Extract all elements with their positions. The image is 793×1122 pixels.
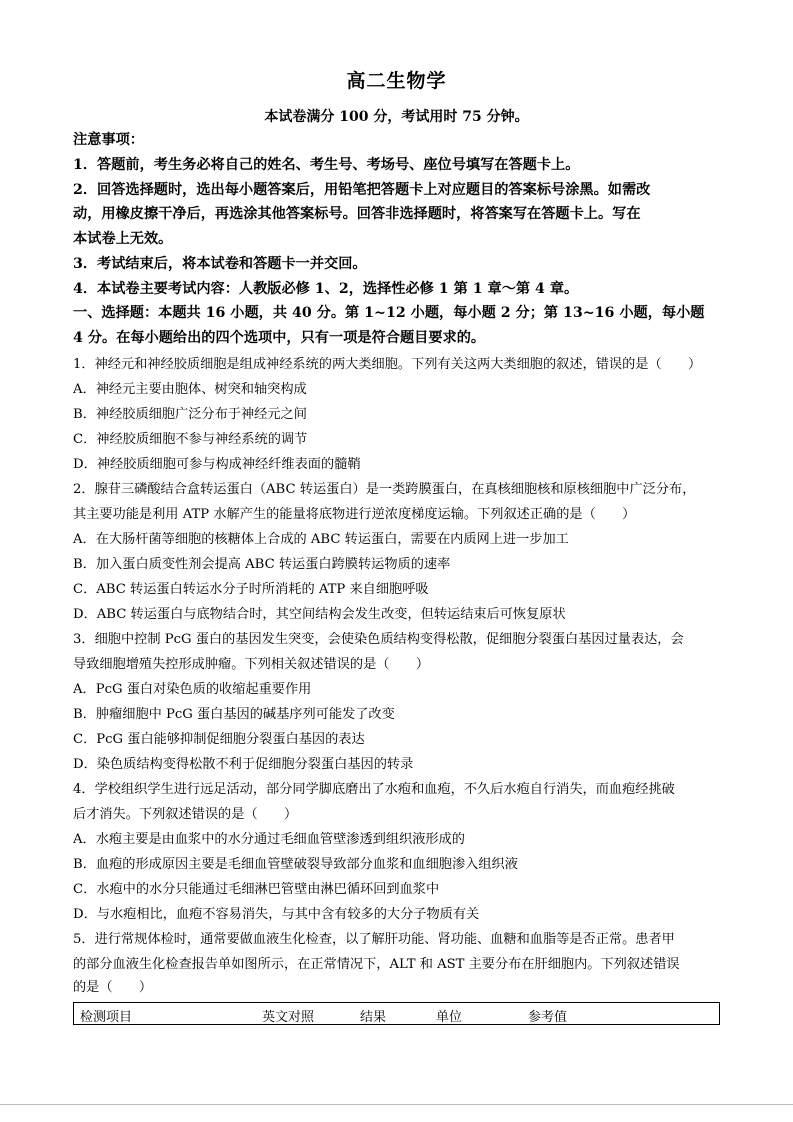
- question-line: 2．腺苷三磷酸结合盒转运蛋白（ABC 转运蛋白）是一类跨膜蛋白，在真核细胞核和原核细胞中广泛分布，: [73, 482, 696, 497]
- option-line: A．水疱主要是由血浆中的水分通过毛细血管壁渗透到组织液形成的: [73, 832, 465, 847]
- section-heading: 一、选择题：本题共 16 小题，共 40 分。第 1~12 小题，每小题 2 分；第 13~16 小题，每小题: [73, 305, 705, 321]
- question-line: 其主要功能是利用 ATP 水解产生的能量将底物进行逆浓度梯度运输。下列叙述正确的是（ ）: [73, 507, 636, 522]
- option-line: A．PcG 蛋白对染色质的收缩起重要作用: [73, 682, 312, 697]
- page-title: 高二生物学: [346, 70, 447, 92]
- notice-line: 1．答题前，考生务必将自己的姓名、考生号、考场号、座位号填写在答题卡上。: [73, 157, 580, 173]
- option-line: C．水疱中的水分只能通过毛细淋巴管壁由淋巴循环回到血浆中: [73, 882, 440, 897]
- option-line: D．ABC 转运蛋白与底物结合时，其空间结构会发生改变，但转运结束后可恢复原状: [73, 607, 566, 622]
- question-line: 导致细胞增殖失控形成肿瘤。下列相关叙述错误的是（ ）: [73, 657, 430, 672]
- table-header-cell: 参考值: [528, 1010, 568, 1025]
- question-line: 1．神经元和神经胶质细胞是组成神经系统的两大类细胞。下列有关这两大类细胞的叙述，错误的是（ ）: [73, 357, 702, 372]
- page-subtitle: 本试卷满分 100 分，考试用时 75 分钟。: [264, 109, 529, 125]
- table-header-cell: 检测项目: [80, 1010, 133, 1025]
- report-table-header: [73, 1002, 720, 1025]
- question-line: 的部分血液生化检查报告单如图所示，在正常情况下，ALT 和 AST 主要分布在肝细胞内。下列叙述错误: [73, 957, 680, 972]
- option-line: B．神经胶质细胞广泛分布于神经元之间: [73, 407, 307, 422]
- option-line: B．血疱的形成原因主要是毛细血管壁破裂导致部分血浆和血细胞渗入组织液: [73, 857, 518, 872]
- question-line: 5．进行常规体检时，通常要做血液生化检查，以了解肝功能、肾功能、血糖和血脂等是否正常。患者甲: [73, 932, 675, 947]
- notice-line: 4．本试卷主要考试内容：人教版必修 1、2，选择性必修 1 第 1 章～第 4 章。: [73, 281, 579, 297]
- table-header-cell: 单位: [436, 1010, 463, 1025]
- option-line: A．在大肠杆菌等细胞的核糖体上合成的 ABC 转运蛋白，需要在内质网上进一步加工: [73, 532, 569, 547]
- notice-line: 动，用橡皮擦干净后，再选涂其他答案标号。回答非选择题时，将答案写在答题卡上。写在: [73, 206, 641, 222]
- option-line: D．染色质结构变得松散不利于促细胞分裂蛋白基因的转录: [73, 757, 414, 772]
- notice-line: 3．考试结束后，将本试卷和答题卡一并交回。: [73, 256, 367, 272]
- question-line: 3．细胞中控制 PcG 蛋白的基因发生突变，会使染色质结构变得松散，促细胞分裂蛋白基因过量表达，会: [73, 632, 684, 647]
- option-line: B．肿瘤细胞中 PcG 蛋白基因的碱基序列可能发了改变: [73, 707, 395, 722]
- option-line: C．神经胶质细胞不参与神经系统的调节: [73, 432, 308, 447]
- option-line: D．神经胶质细胞可参与构成神经纤维表面的髓鞘: [73, 457, 361, 472]
- table-header-cell: 英文对照: [262, 1010, 315, 1025]
- option-line: D．与水疱相比，血疱不容易消失，与其中含有较多的大分子物质有关: [73, 907, 480, 922]
- table-header-cell: 结果: [360, 1010, 387, 1025]
- notice-heading: 注意事项：: [73, 132, 144, 148]
- option-line: A．神经元主要由胞体、树突和轴突构成: [73, 382, 307, 397]
- option-line: C．ABC 转运蛋白转运水分子时所消耗的 ATP 来自细胞呼吸: [73, 582, 429, 597]
- option-line: B．加入蛋白质变性剂会提高 ABC 转运蛋白跨膜转运物质的速率: [73, 557, 451, 572]
- notice-line: 2．回答选择题时，选出每小题答案后，用铅笔把答题卡上对应题目的答案标号涂黑。如需改: [73, 182, 651, 198]
- page-bottom-divider: [0, 1104, 793, 1105]
- question-line: 4．学校组织学生进行远足活动，部分同学脚底磨出了水疱和血疱，不久后水疱自行消失，而血疱经挑破: [73, 782, 675, 797]
- section-heading: 4 分。在每小题给出的四个选项中，只有一项是符合题目要求的。: [73, 330, 486, 346]
- notice-line: 本试卷上无效。: [73, 231, 173, 247]
- question-line: 的是（ ）: [73, 980, 153, 995]
- question-line: 后才消失。下列叙述错误的是（ ）: [73, 807, 298, 822]
- option-line: C．PcG 蛋白能够抑制促细胞分裂蛋白基因的表达: [73, 732, 365, 747]
